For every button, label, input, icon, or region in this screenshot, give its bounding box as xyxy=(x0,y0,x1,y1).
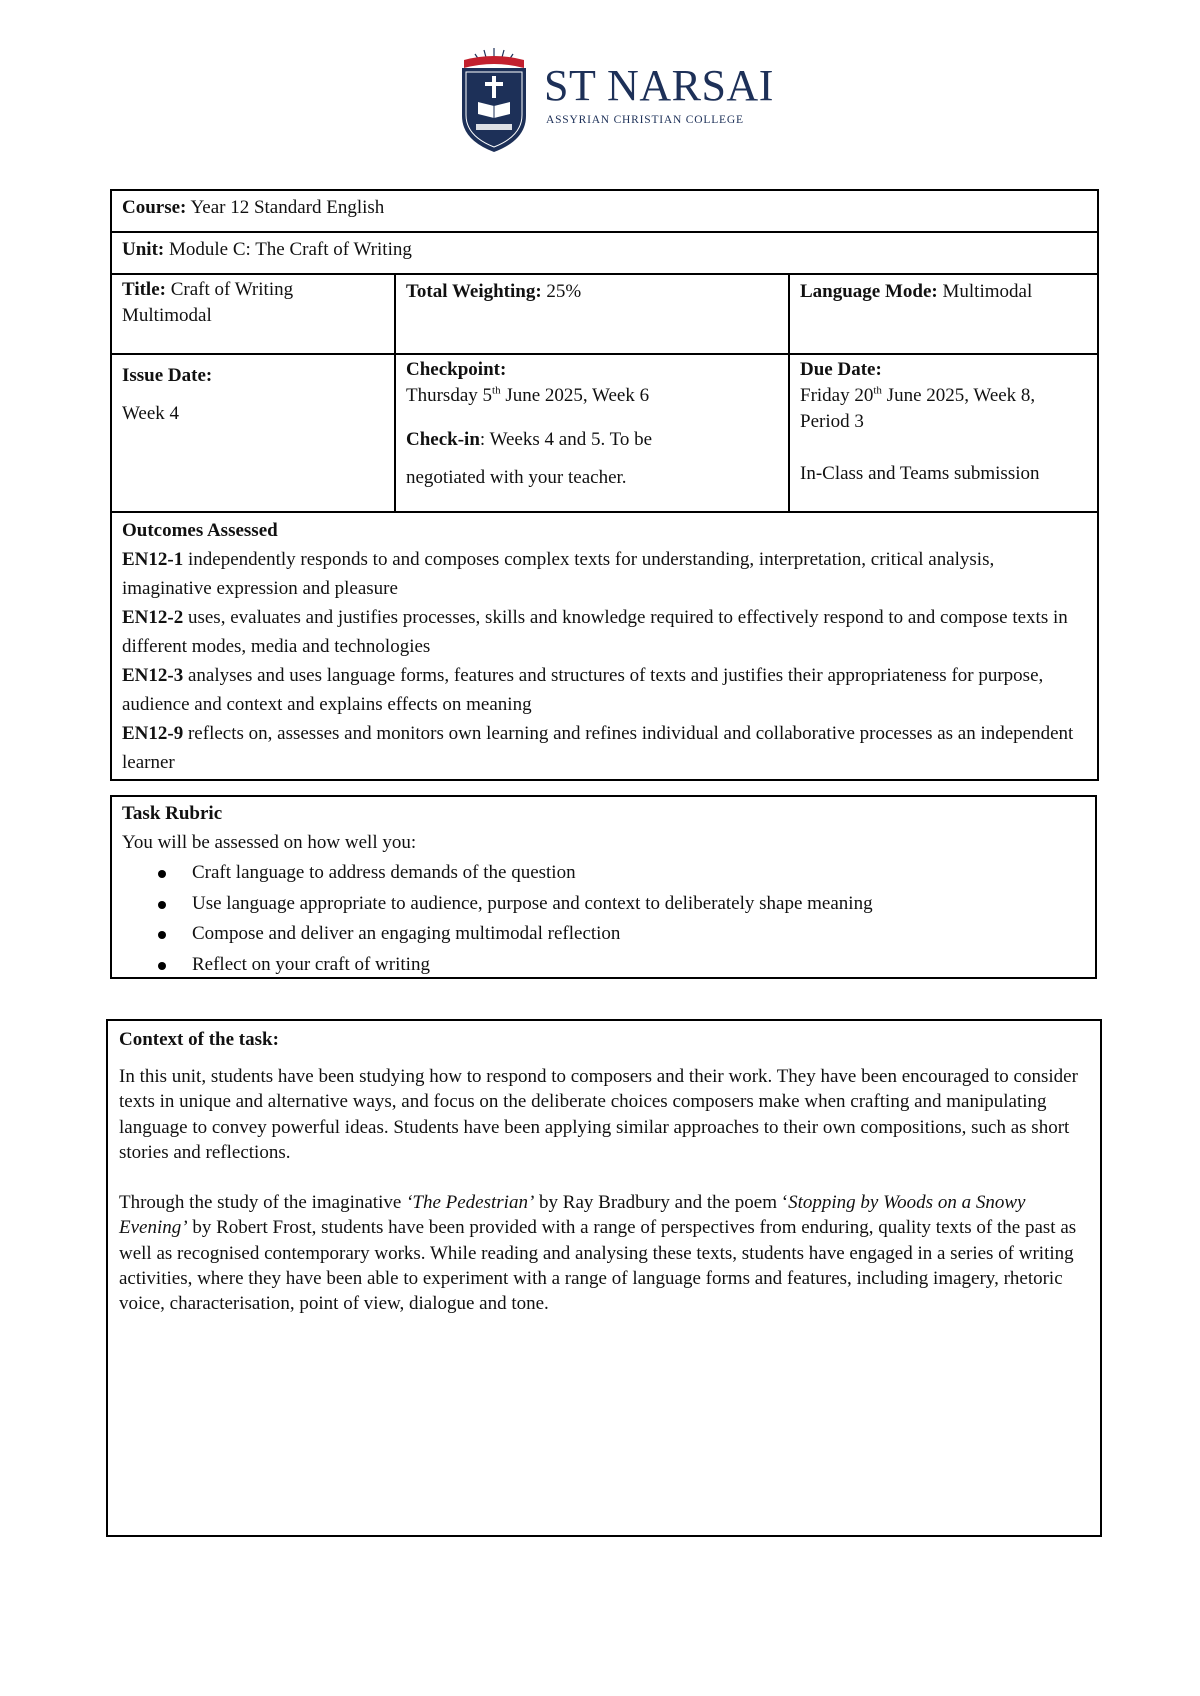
rubric-item: Use language appropriate to audience, purpose and context to deliberately shape meaning xyxy=(192,889,1085,920)
language-mode-label: Language Mode: xyxy=(800,281,938,302)
outcome-item: EN12-9 reflects on, assesses and monitors own learning and refines individual and collaborative processes as an independent learner xyxy=(122,723,1074,773)
dates-row xyxy=(111,354,1098,512)
language-mode-value: Multimodal xyxy=(942,281,1033,302)
unit-row xyxy=(111,232,1098,274)
due-date-line2: Period 3 xyxy=(800,411,864,432)
outcome-item: EN12-2 uses, evaluates and justifies processes, skills and knowledge required to effectively respond to and compose texts in different modes, media and technologies xyxy=(122,607,1068,657)
unit-label: Unit: xyxy=(122,239,165,260)
school-crest-icon xyxy=(456,46,532,154)
issue-date-value: Week 4 xyxy=(122,403,180,424)
outcomes-heading: Outcomes Assessed xyxy=(122,520,278,541)
course-row xyxy=(111,190,1098,232)
unit-value: Module C: The Craft of Writing xyxy=(168,239,412,260)
context-heading: Context of the task: xyxy=(119,1029,279,1050)
task-context-box xyxy=(106,1019,1102,1537)
weighting-label: Total Weighting: xyxy=(406,281,542,302)
assessment-info-table xyxy=(110,189,1099,781)
checkin-label: Check-in xyxy=(406,429,480,450)
outcomes-row xyxy=(111,512,1098,780)
rubric-item: Craft language to address demands of the question xyxy=(192,858,1085,889)
title-value: Craft of Writing xyxy=(170,279,294,300)
course-label: Course: xyxy=(122,197,187,218)
checkin-value-line2: negotiated with your teacher. xyxy=(406,467,627,488)
due-date-label: Due Date: xyxy=(800,359,882,380)
task-rubric-box xyxy=(110,795,1097,979)
school-name: ST NARSAI xyxy=(544,61,774,110)
issue-date-label: Issue Date: xyxy=(122,365,213,386)
context-paragraph-2: Through the study of the imaginative ‘The Pedestrian’ by Ray Bradbury and the poem ‘Stopping by Woods on a Snowy Evening’ by Robert Frost, students have been provided with a range of perspectives from enduring, quality texts of the past as well as recognised contemporary works. While reading and analysing these texts, students have engaged in a series of writing activities, where they have been able to experiment with a range of language forms and features, including imagery, rhetoric voice, characterisation, point of view, dialogue and tone. xyxy=(119,1192,1077,1315)
text-title-pedestrian: ‘The Pedestrian’ xyxy=(406,1192,535,1214)
school-subtitle: ASSYRIAN CHRISTIAN COLLEGE xyxy=(546,114,744,126)
rubric-item: Reflect on your craft of writing xyxy=(192,950,1085,981)
outcome-item: EN12-1 independently responds to and composes complex texts for understanding, interpretation, critical analysis, imaginative expression and pleasure xyxy=(122,549,995,599)
rubric-list xyxy=(122,858,1085,980)
title-value-line2: Multimodal xyxy=(122,305,212,326)
submission-method: In-Class and Teams submission xyxy=(800,463,1040,484)
course-value: Year 12 Standard English xyxy=(190,197,385,218)
outcome-item: EN12-3 analyses and uses language forms, features and structures of texts and justifies their appropriateness for purpose, audience and context and explains effects on meaning xyxy=(122,665,1044,715)
title-label: Title: xyxy=(122,279,166,300)
checkpoint-value: Thursday 5th June 2025, Week 6 xyxy=(406,384,650,406)
text-title-stopping-by-woods: Stopping by Woods on a Snowy Evening’ xyxy=(119,1192,1026,1239)
rubric-item: Compose and deliver an engaging multimodal reflection xyxy=(192,919,1085,950)
checkpoint-label: Checkpoint: xyxy=(406,359,507,380)
rubric-heading: Task Rubric xyxy=(122,803,223,824)
school-logo xyxy=(456,46,774,156)
rubric-intro: You will be assessed on how well you: xyxy=(122,832,417,853)
title-row xyxy=(111,274,1098,354)
due-date-value: Friday 20th June 2025, Week 8, xyxy=(800,384,1036,406)
checkin-value: : Weeks 4 and 5. To be xyxy=(479,429,653,450)
weighting-value: 25% xyxy=(546,281,582,302)
context-paragraph-1: In this unit, students have been studying how to respond to composers and their work. They have been encouraged to consider texts in unique and alternative ways, and focus on the deliberate choices composers make when crafting and manipulating language to convey powerful ideas. Students have been applying similar approaches to their own compositions, such as short stories and reflections. xyxy=(119,1066,1078,1163)
